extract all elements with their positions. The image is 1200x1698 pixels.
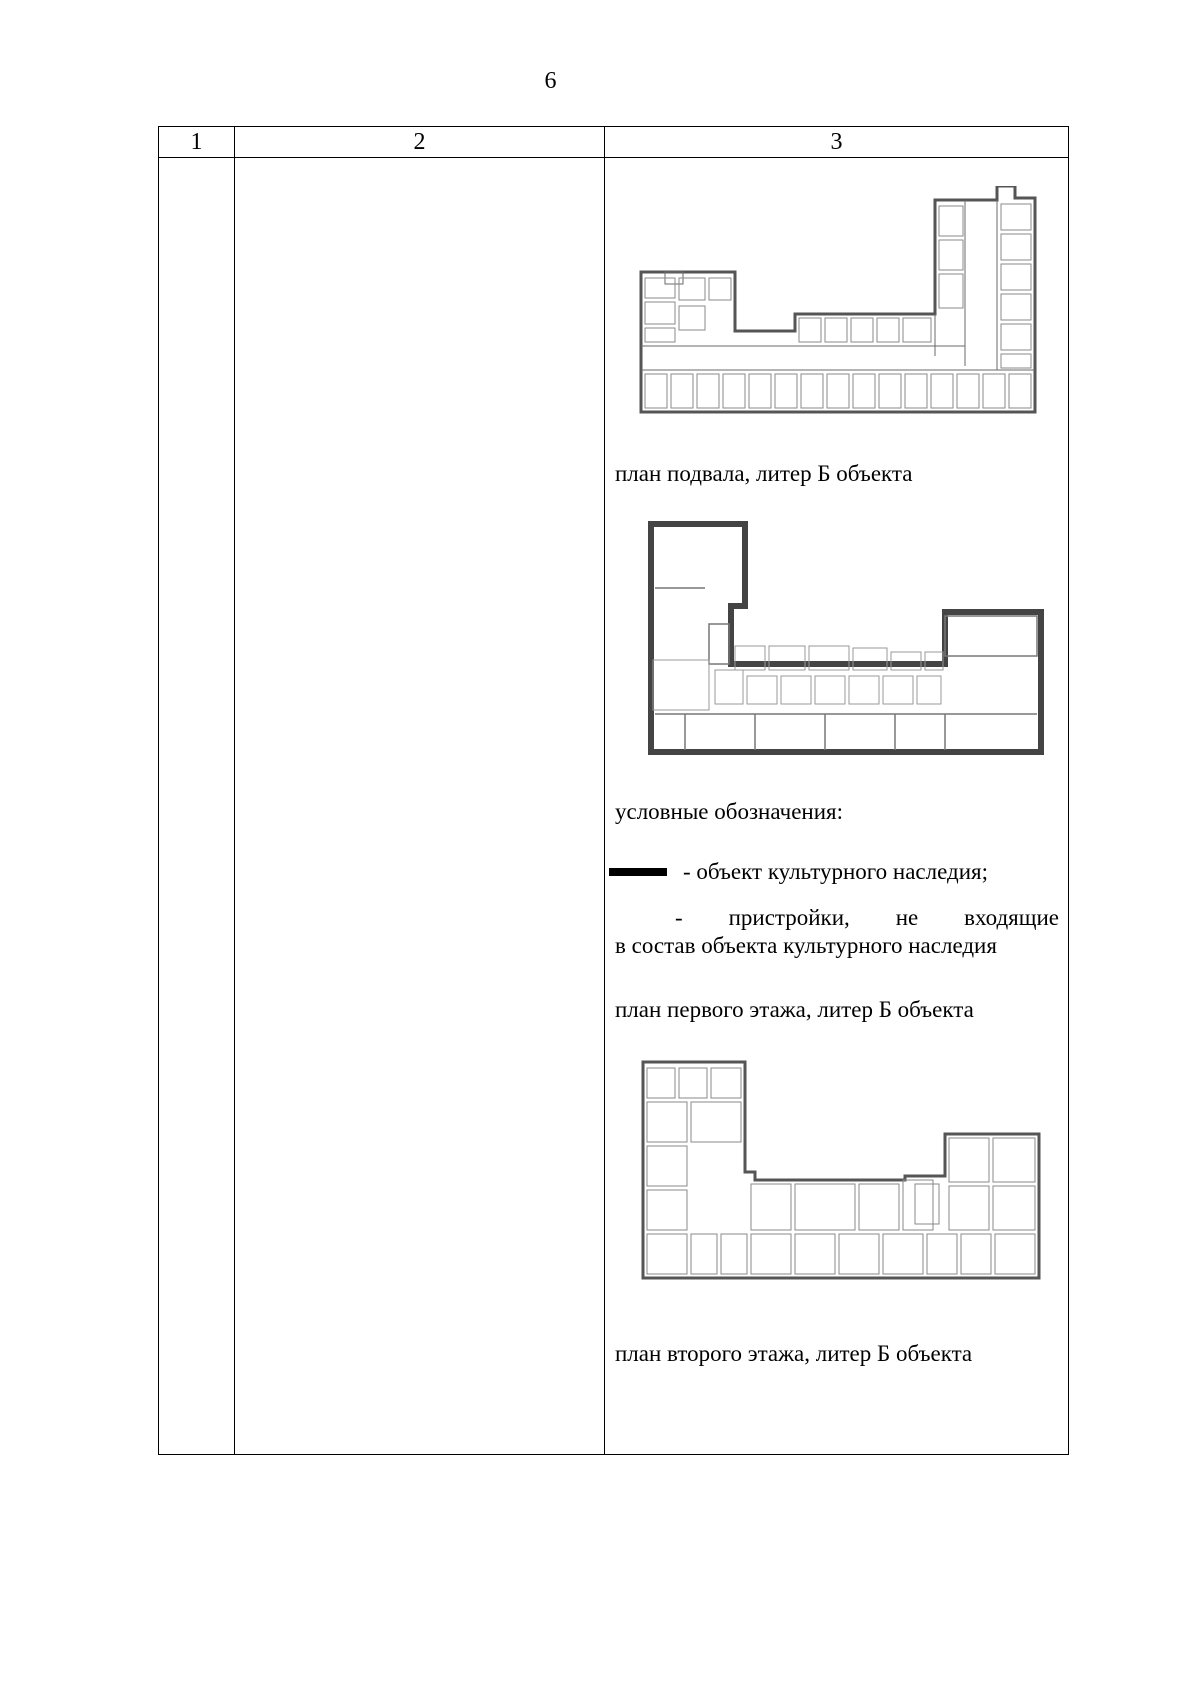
legend-item-heritage: - объект культурного наследия; — [683, 859, 988, 884]
plan-caption: план второго этажа, литер Б объекта — [615, 1341, 973, 1366]
cell-column-3 — [605, 158, 1069, 1455]
first-floor-plan-drawing — [645, 520, 1045, 758]
cell-column-1 — [159, 158, 235, 1455]
main-table — [158, 126, 1069, 1455]
plan-caption: план первого этажа, литер Б объекта — [615, 997, 974, 1022]
table-header-row — [159, 127, 1069, 158]
legend-item-extensions-line2: в состав объекта культурного наследия — [615, 933, 997, 958]
legend-item-extensions-dash: - — [675, 905, 683, 930]
legend-item-extensions-word2: не — [895, 905, 919, 930]
legend-title: условные обозначения: — [615, 799, 844, 824]
basement-plan-drawing — [635, 186, 1045, 420]
legend-item-extensions-word3: входящие — [964, 905, 1059, 930]
table-row — [159, 158, 1069, 1455]
heritage-line-symbol-icon — [609, 868, 667, 876]
plan-caption: план подвала, литер Б объекта — [615, 461, 913, 486]
column-header-2: 2 — [235, 127, 605, 158]
second-floor-plan-drawing — [635, 1054, 1047, 1306]
page-number: 6 — [544, 68, 557, 94]
column-header-3: 3 — [605, 127, 1069, 158]
column-header-1: 1 — [159, 127, 235, 158]
legend-item-extensions-word1: пристройки, — [728, 905, 850, 930]
legend-item-extensions — [615, 904, 1059, 960]
cell-column-2 — [235, 158, 605, 1455]
